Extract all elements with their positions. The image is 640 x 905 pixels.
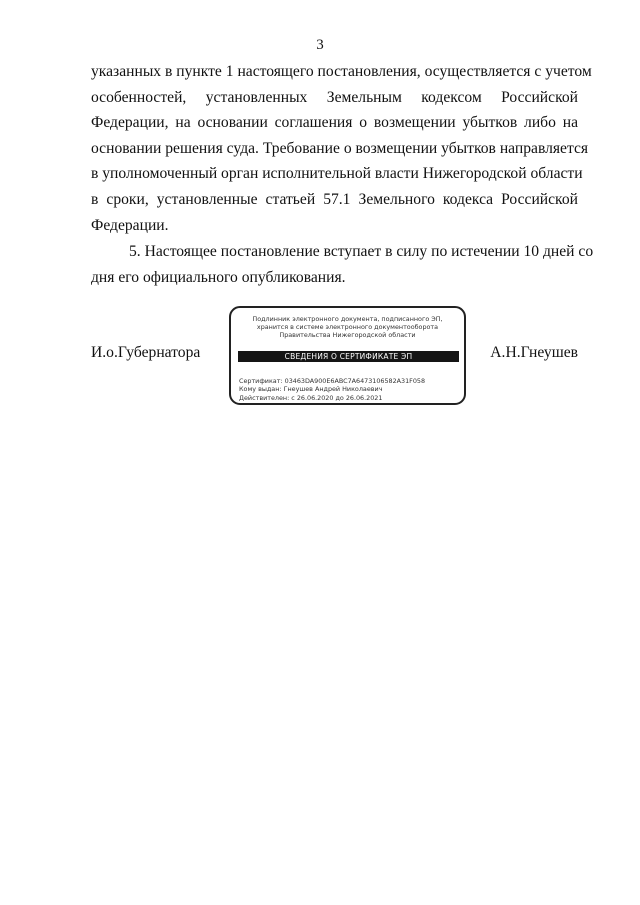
text-line: особенностей, установленных Земельным кодексом Российской: [91, 88, 578, 106]
issued-to-row: [239, 385, 425, 393]
text-line: указанных в пункте 1 настоящего постановления, осуществляется с учетом: [91, 63, 592, 80]
signatory-name: А.Н.Гнеушев: [490, 344, 578, 361]
text-line: основании решения суда. Требование о возмещении убытков направляется: [91, 139, 589, 157]
text-line: в сроки, установленные статьей 57.1 Земельного кодекса Российской: [91, 190, 578, 208]
text-line: Федерации.: [91, 216, 169, 234]
signatory-position: И.о.Губернатора: [91, 344, 201, 361]
text-line: в уполномоченный орган исполнительной власти Нижегородской области: [91, 165, 583, 183]
certificate-label: Сертификат:: [239, 377, 283, 385]
text-line: дня его официального опубликования.: [91, 268, 346, 286]
issued-to-label: Кому выдан:: [239, 385, 282, 394]
stamp-header-line: хранится в системе электронного документооборота: [256, 323, 439, 331]
validity-label: Действителен:: [239, 393, 290, 402]
text-line: Федерации, на основании соглашения о возмещении убытков либо на: [91, 114, 578, 132]
validity-value: с 26.06.2020 до 26.06.2021: [291, 393, 383, 402]
stamp-header-line: Правительства Нижегородской области: [279, 331, 416, 339]
text-line: 5. Настоящее постановление вступает в силу по истечении 10 дней со: [129, 243, 594, 260]
validity-row: [239, 394, 425, 402]
stamp-header: [231, 315, 464, 339]
paragraph-compensation: [91, 59, 592, 238]
certificate-row: [239, 377, 425, 385]
stamp-title: СВЕДЕНИЯ О СЕРТИФИКАТЕ ЭП: [238, 351, 459, 362]
issued-to-value: Гнеушев Андрей Николаевич: [283, 385, 383, 394]
stamp-certificate-info: [239, 377, 425, 402]
paragraph-effective-date: [91, 239, 594, 290]
electronic-signature-stamp: [229, 306, 466, 405]
stamp-header-line: Подлинник электронного документа, подписанного ЭП,: [252, 315, 443, 323]
page-number: 3: [316, 37, 324, 53]
certificate-value: 03463DA900E6ABC7A6473106582A31F058: [284, 377, 426, 385]
